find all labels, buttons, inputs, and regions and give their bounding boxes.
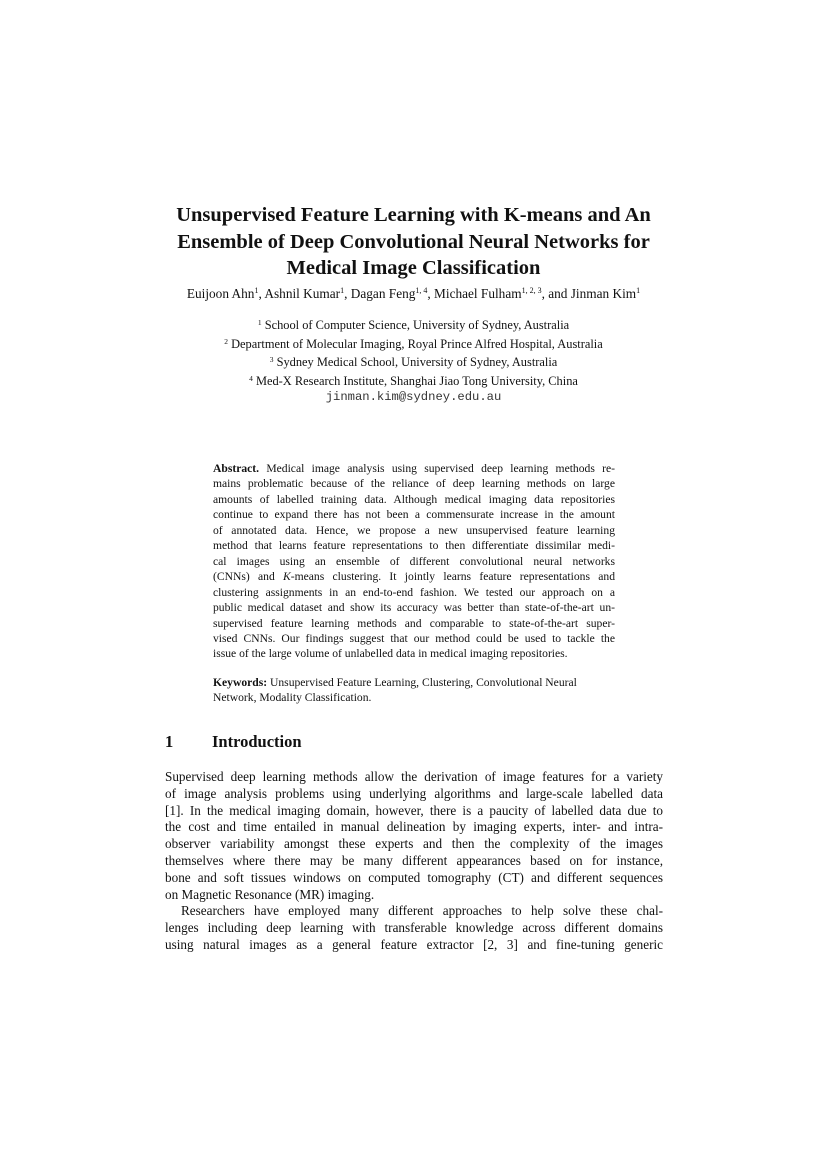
abstract-text: K	[283, 570, 291, 584]
author-name: Dagan Feng	[350, 286, 416, 301]
intro-line: bone and soft tissues windows on computed tomography (CT) and different sequences	[165, 869, 663, 885]
author-separator: , and	[541, 286, 571, 301]
affiliation-text: Sydney Medical School, University of Sydney, Australia	[276, 355, 558, 369]
intro-line: the cost and time entailed in manual delineation by imaging experts, inter- and intra-	[165, 819, 663, 835]
intro-line: Researchers have employed many different approaches to help solve these chal-	[181, 903, 663, 919]
author-affiliation-mark: 1	[340, 286, 345, 295]
abstract-text: amounts of labelled training data. Although medical imaging data repositories	[213, 492, 615, 506]
section-heading	[165, 732, 302, 752]
abstract-line	[213, 507, 615, 522]
abstract-line	[213, 585, 615, 600]
title-line: Unsupervised Feature Learning with K-means and An	[176, 204, 651, 226]
abstract-line	[213, 631, 615, 646]
author-name: Michael Fulham	[434, 286, 522, 301]
abstract-line	[213, 600, 615, 615]
author-separator: ,	[427, 286, 435, 301]
author-affiliation-mark: 1, 2, 3	[521, 286, 542, 295]
introduction-body	[165, 769, 663, 954]
abstract-text: -means clustering. It jointly learns feature representations and	[290, 570, 615, 584]
author-separator: ,	[344, 286, 351, 301]
abstract-text: public medical dataset and show its accuracy was better than state-of-the-art un-	[213, 601, 615, 615]
keywords-text: Unsupervised Feature Learning, Clustering, Convolutional Neural	[267, 676, 577, 689]
abstract-line	[213, 569, 615, 584]
abstract-line	[213, 616, 615, 631]
section-title: Introduction	[212, 732, 302, 751]
affiliation-text: Med-X Research Institute, Shanghai Jiao Tong University, China	[255, 373, 578, 388]
abstract-text: continue to expand there has not been a commensurate increase in the amount	[213, 508, 615, 522]
intro-line: Supervised deep learning methods allow the derivation of image features for a variety	[165, 769, 663, 784]
author-affiliation-mark: 1	[636, 286, 641, 295]
abstract-line	[213, 492, 615, 507]
author-affiliation-mark: 1	[254, 286, 259, 295]
affiliation-text: School of Computer Science, University of Sydney, Australia	[264, 318, 570, 332]
abstract-text: of annotated data. Hence, we propose a new unsupervised feature learning	[213, 523, 615, 537]
abstract-text: vised CNNs. Our findings suggest that our method could be used to tackle the	[213, 631, 615, 645]
affiliation-text: Department of Molecular Imaging, Royal Prince Alfred Hospital, Australia	[231, 336, 603, 351]
intro-line: [1]. In the medical imaging domain, however, there is a paucity of labelled data due to	[165, 802, 663, 818]
author-name: Ashnil Kumar	[264, 286, 341, 301]
keywords	[213, 675, 615, 706]
title-line: Medical Image Classification	[286, 257, 541, 279]
abstract-line	[213, 476, 615, 491]
abstract-text: (CNNs) and	[213, 570, 284, 584]
intro-line: using natural images as a general feature extractor [2, 3] and fine-tuning generic	[165, 936, 663, 952]
affiliation-line	[100, 352, 727, 371]
abstract-line	[213, 461, 615, 476]
abstract-text: clustering assignments in an end-to-end fashion. We tested our approach on a	[213, 585, 615, 599]
affiliation-line	[100, 371, 727, 390]
abstract-text: method that learns feature representations to then differentiate dissimilar medi-	[213, 539, 615, 553]
author-name: Jinman Kim	[570, 286, 637, 301]
abstract-text: Medical image analysis using supervised deep learning methods re-	[259, 462, 615, 475]
section-number: 1	[165, 732, 174, 751]
author-name: Euijoon Ahn	[186, 286, 255, 301]
author-separator: ,	[258, 286, 265, 301]
abstract-text: mains problematic because of the reliance of deep learning methods on large	[213, 477, 615, 491]
abstract-label: Abstract.	[213, 462, 260, 475]
affiliation-number: 1	[257, 318, 262, 327]
affiliations	[100, 315, 727, 406]
abstract-text: issue of the large volume of unlabelled data in medical imaging repositories.	[213, 647, 568, 661]
intro-line: themselves where there may be many different appearances based on for instance,	[165, 852, 663, 868]
author-affiliation-mark: 1, 4	[415, 286, 428, 295]
keywords-line	[213, 690, 615, 705]
title-line: Ensemble of Deep Convolutional Neural Networks for	[177, 230, 650, 253]
keywords-line	[213, 675, 615, 690]
abstract-line	[213, 554, 615, 569]
abstract-line	[213, 646, 615, 661]
affiliation-number: 3	[269, 355, 274, 364]
abstract-text: supervised feature learning methods and comparable to state-of-the-art super-	[213, 616, 615, 630]
affiliation-line	[100, 315, 727, 334]
author-list	[60, 286, 767, 302]
intro-line: observer variability amongst these experts and then the complexity of the images	[165, 836, 663, 852]
keywords-text: Network, Modality Classification.	[213, 691, 372, 705]
affiliation-number: 2	[224, 336, 228, 346]
paper-title	[100, 202, 727, 282]
abstract-line	[213, 538, 615, 553]
email-address: jinman.kim@sydney.edu.au	[325, 390, 502, 404]
intro-line: on Magnetic Resonance (MR) imaging.	[165, 886, 375, 902]
keywords-label: Keywords:	[213, 676, 268, 689]
intro-line: of image analysis problems using underlying algorithms and large-scale labelled data	[165, 785, 663, 801]
abstract-text: cal images using an ensemble of different convolutional neural networks	[213, 554, 615, 568]
affiliation-number: 4	[249, 373, 253, 383]
abstract-line	[213, 523, 615, 538]
affiliation-line	[100, 334, 727, 353]
intro-line: lenges including deep learning with transferable knowledge across different domains	[165, 920, 663, 936]
abstract	[213, 461, 615, 662]
